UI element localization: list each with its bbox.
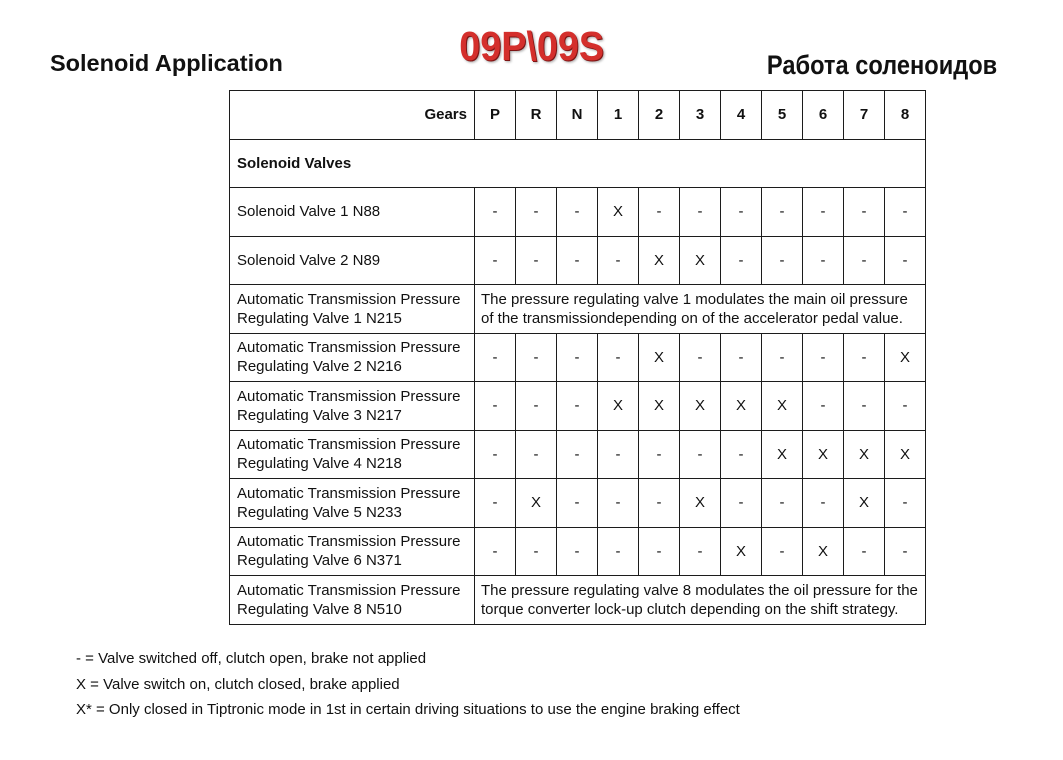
- state-cell-gear-1: -: [598, 479, 639, 528]
- valve-label: Automatic Transmission Pressure Regulating Valve 2 N216: [230, 333, 475, 382]
- state-cell-gear-5: -: [762, 333, 803, 382]
- state-cell-gear-6: -: [803, 236, 844, 285]
- state-cell-gear-8: X: [885, 430, 926, 479]
- state-cell-gear-2: -: [639, 527, 680, 576]
- state-cell-gear-2: X: [639, 333, 680, 382]
- solenoid-application-table: [229, 90, 926, 625]
- state-cell-gear-P: -: [475, 382, 516, 431]
- valve-label: Automatic Transmission Pressure Regulating Valve 3 N217: [230, 382, 475, 431]
- valve-note-line: The pressure regulating valve 1 modulates the main oil pressure: [481, 290, 908, 308]
- state-cell-gear-3: -: [680, 333, 721, 382]
- valve-row: [230, 527, 926, 576]
- state-cell-gear-6: -: [803, 479, 844, 528]
- state-cell-gear-5: X: [762, 382, 803, 431]
- state-cell-gear-1: X: [598, 382, 639, 431]
- state-cell-gear-3: -: [680, 430, 721, 479]
- state-cell-gear-7: X: [844, 430, 885, 479]
- state-cell-gear-N: -: [557, 333, 598, 382]
- state-cell-gear-8: -: [885, 236, 926, 285]
- valve-note-line: The pressure regulating valve 8 modulates the oil pressure for the: [481, 581, 918, 599]
- legend-line: X = Valve switch on, clutch closed, brake applied: [76, 675, 400, 693]
- state-cell-gear-N: -: [557, 430, 598, 479]
- gear-header-R: R: [516, 91, 557, 140]
- section-row: [230, 139, 926, 188]
- state-cell-gear-4: -: [721, 479, 762, 528]
- state-cell-gear-R: -: [516, 382, 557, 431]
- legend-line: - = Valve switched off, clutch open, brake not applied: [76, 650, 427, 667]
- valve-label: Automatic Transmission Pressure Regulating Valve 4 N218: [230, 430, 475, 479]
- state-cell-gear-5: -: [762, 527, 803, 576]
- state-cell-gear-7: -: [844, 188, 885, 237]
- state-cell-gear-R: X: [516, 479, 557, 528]
- state-cell-gear-3: X: [680, 479, 721, 528]
- valve-row: [230, 479, 926, 528]
- state-cell-gear-8: -: [885, 382, 926, 431]
- state-cell-gear-6: -: [803, 382, 844, 431]
- state-cell-gear-1: -: [598, 430, 639, 479]
- state-cell-gear-P: -: [475, 479, 516, 528]
- valve-label: Automatic Transmission Pressure Regulating Valve 6 N371: [230, 527, 475, 576]
- state-cell-gear-7: -: [844, 382, 885, 431]
- state-cell-gear-3: -: [680, 188, 721, 237]
- state-cell-gear-1: -: [598, 333, 639, 382]
- valve-label: Solenoid Valve 2 N89: [230, 236, 475, 285]
- gear-header-N: N: [557, 91, 598, 140]
- gear-header-5: 5: [762, 91, 803, 140]
- state-cell-gear-3: X: [680, 236, 721, 285]
- section-label: Solenoid Valves: [230, 139, 926, 188]
- gear-header-2: 2: [639, 91, 680, 140]
- valve-row: [230, 382, 926, 431]
- valve-row: [230, 333, 926, 382]
- legend: [76, 646, 740, 723]
- valve-row: [230, 576, 926, 625]
- valve-label: Automatic Transmission Pressure Regulating Valve 8 N510: [230, 576, 475, 625]
- valve-note-line: torque converter lock-up clutch depending on the shift strategy.: [481, 600, 899, 618]
- state-cell-gear-7: X: [844, 479, 885, 528]
- valve-row: [230, 188, 926, 237]
- table-body: [230, 139, 926, 624]
- state-cell-gear-5: -: [762, 188, 803, 237]
- state-cell-gear-8: -: [885, 188, 926, 237]
- state-cell-gear-1: -: [598, 527, 639, 576]
- valve-note-line: of the transmissiondepending on of the accelerator pedal value.: [481, 309, 903, 327]
- state-cell-gear-8: -: [885, 479, 926, 528]
- state-cell-gear-4: X: [721, 382, 762, 431]
- state-cell-gear-8: -: [885, 527, 926, 576]
- state-cell-gear-2: -: [639, 430, 680, 479]
- state-cell-gear-6: -: [803, 188, 844, 237]
- state-cell-gear-1: X: [598, 188, 639, 237]
- state-cell-gear-2: X: [639, 236, 680, 285]
- state-cell-gear-P: -: [475, 333, 516, 382]
- state-cell-gear-1: -: [598, 236, 639, 285]
- gears-label: Gears: [230, 91, 475, 140]
- transmission-code: 09P\09S: [459, 23, 604, 69]
- state-cell-gear-2: -: [639, 479, 680, 528]
- state-cell-gear-2: -: [639, 188, 680, 237]
- state-cell-gear-P: -: [475, 236, 516, 285]
- valve-row: [230, 236, 926, 285]
- gear-header-8: 8: [885, 91, 926, 140]
- state-cell-gear-N: -: [557, 236, 598, 285]
- state-cell-gear-7: -: [844, 333, 885, 382]
- state-cell-gear-7: -: [844, 527, 885, 576]
- state-cell-gear-4: -: [721, 188, 762, 237]
- state-cell-gear-P: -: [475, 527, 516, 576]
- gears-header-row: [230, 91, 926, 140]
- state-cell-gear-N: -: [557, 527, 598, 576]
- valve-row: [230, 430, 926, 479]
- legend-line: X* = Only closed in Tiptronic mode in 1st in certain driving situations to use the engine braking effect: [76, 701, 740, 718]
- state-cell-gear-6: -: [803, 333, 844, 382]
- state-cell-gear-R: -: [516, 236, 557, 285]
- state-cell-gear-4: -: [721, 236, 762, 285]
- state-cell-gear-3: -: [680, 527, 721, 576]
- state-cell-gear-4: -: [721, 333, 762, 382]
- state-cell-gear-R: -: [516, 333, 557, 382]
- valve-note: [475, 576, 926, 625]
- valve-label: Solenoid Valve 1 N88: [230, 188, 475, 237]
- state-cell-gear-4: X: [721, 527, 762, 576]
- state-cell-gear-5: -: [762, 479, 803, 528]
- state-cell-gear-P: -: [475, 188, 516, 237]
- state-cell-gear-5: -: [762, 236, 803, 285]
- state-cell-gear-N: -: [557, 382, 598, 431]
- valve-label: Automatic Transmission Pressure Regulating Valve 5 N233: [230, 479, 475, 528]
- valve-row: [230, 285, 926, 334]
- state-cell-gear-6: X: [803, 527, 844, 576]
- state-cell-gear-8: X: [885, 333, 926, 382]
- page-title-russian: Работа соленоидов: [766, 50, 997, 80]
- state-cell-gear-6: X: [803, 430, 844, 479]
- state-cell-gear-P: -: [475, 430, 516, 479]
- gear-header-3: 3: [680, 91, 721, 140]
- state-cell-gear-R: -: [516, 188, 557, 237]
- valve-label: Automatic Transmission Pressure Regulating Valve 1 N215: [230, 285, 475, 334]
- state-cell-gear-R: -: [516, 527, 557, 576]
- gear-header-7: 7: [844, 91, 885, 140]
- gear-header-P: P: [475, 91, 516, 140]
- state-cell-gear-4: -: [721, 430, 762, 479]
- state-cell-gear-5: X: [762, 430, 803, 479]
- state-cell-gear-2: X: [639, 382, 680, 431]
- state-cell-gear-3: X: [680, 382, 721, 431]
- state-cell-gear-R: -: [516, 430, 557, 479]
- gear-header-6: 6: [803, 91, 844, 140]
- state-cell-gear-N: -: [557, 188, 598, 237]
- gear-header-1: 1: [598, 91, 639, 140]
- gear-header-4: 4: [721, 91, 762, 140]
- page-title: Solenoid Application: [50, 50, 283, 76]
- state-cell-gear-N: -: [557, 479, 598, 528]
- state-cell-gear-7: -: [844, 236, 885, 285]
- valve-note: [475, 285, 926, 334]
